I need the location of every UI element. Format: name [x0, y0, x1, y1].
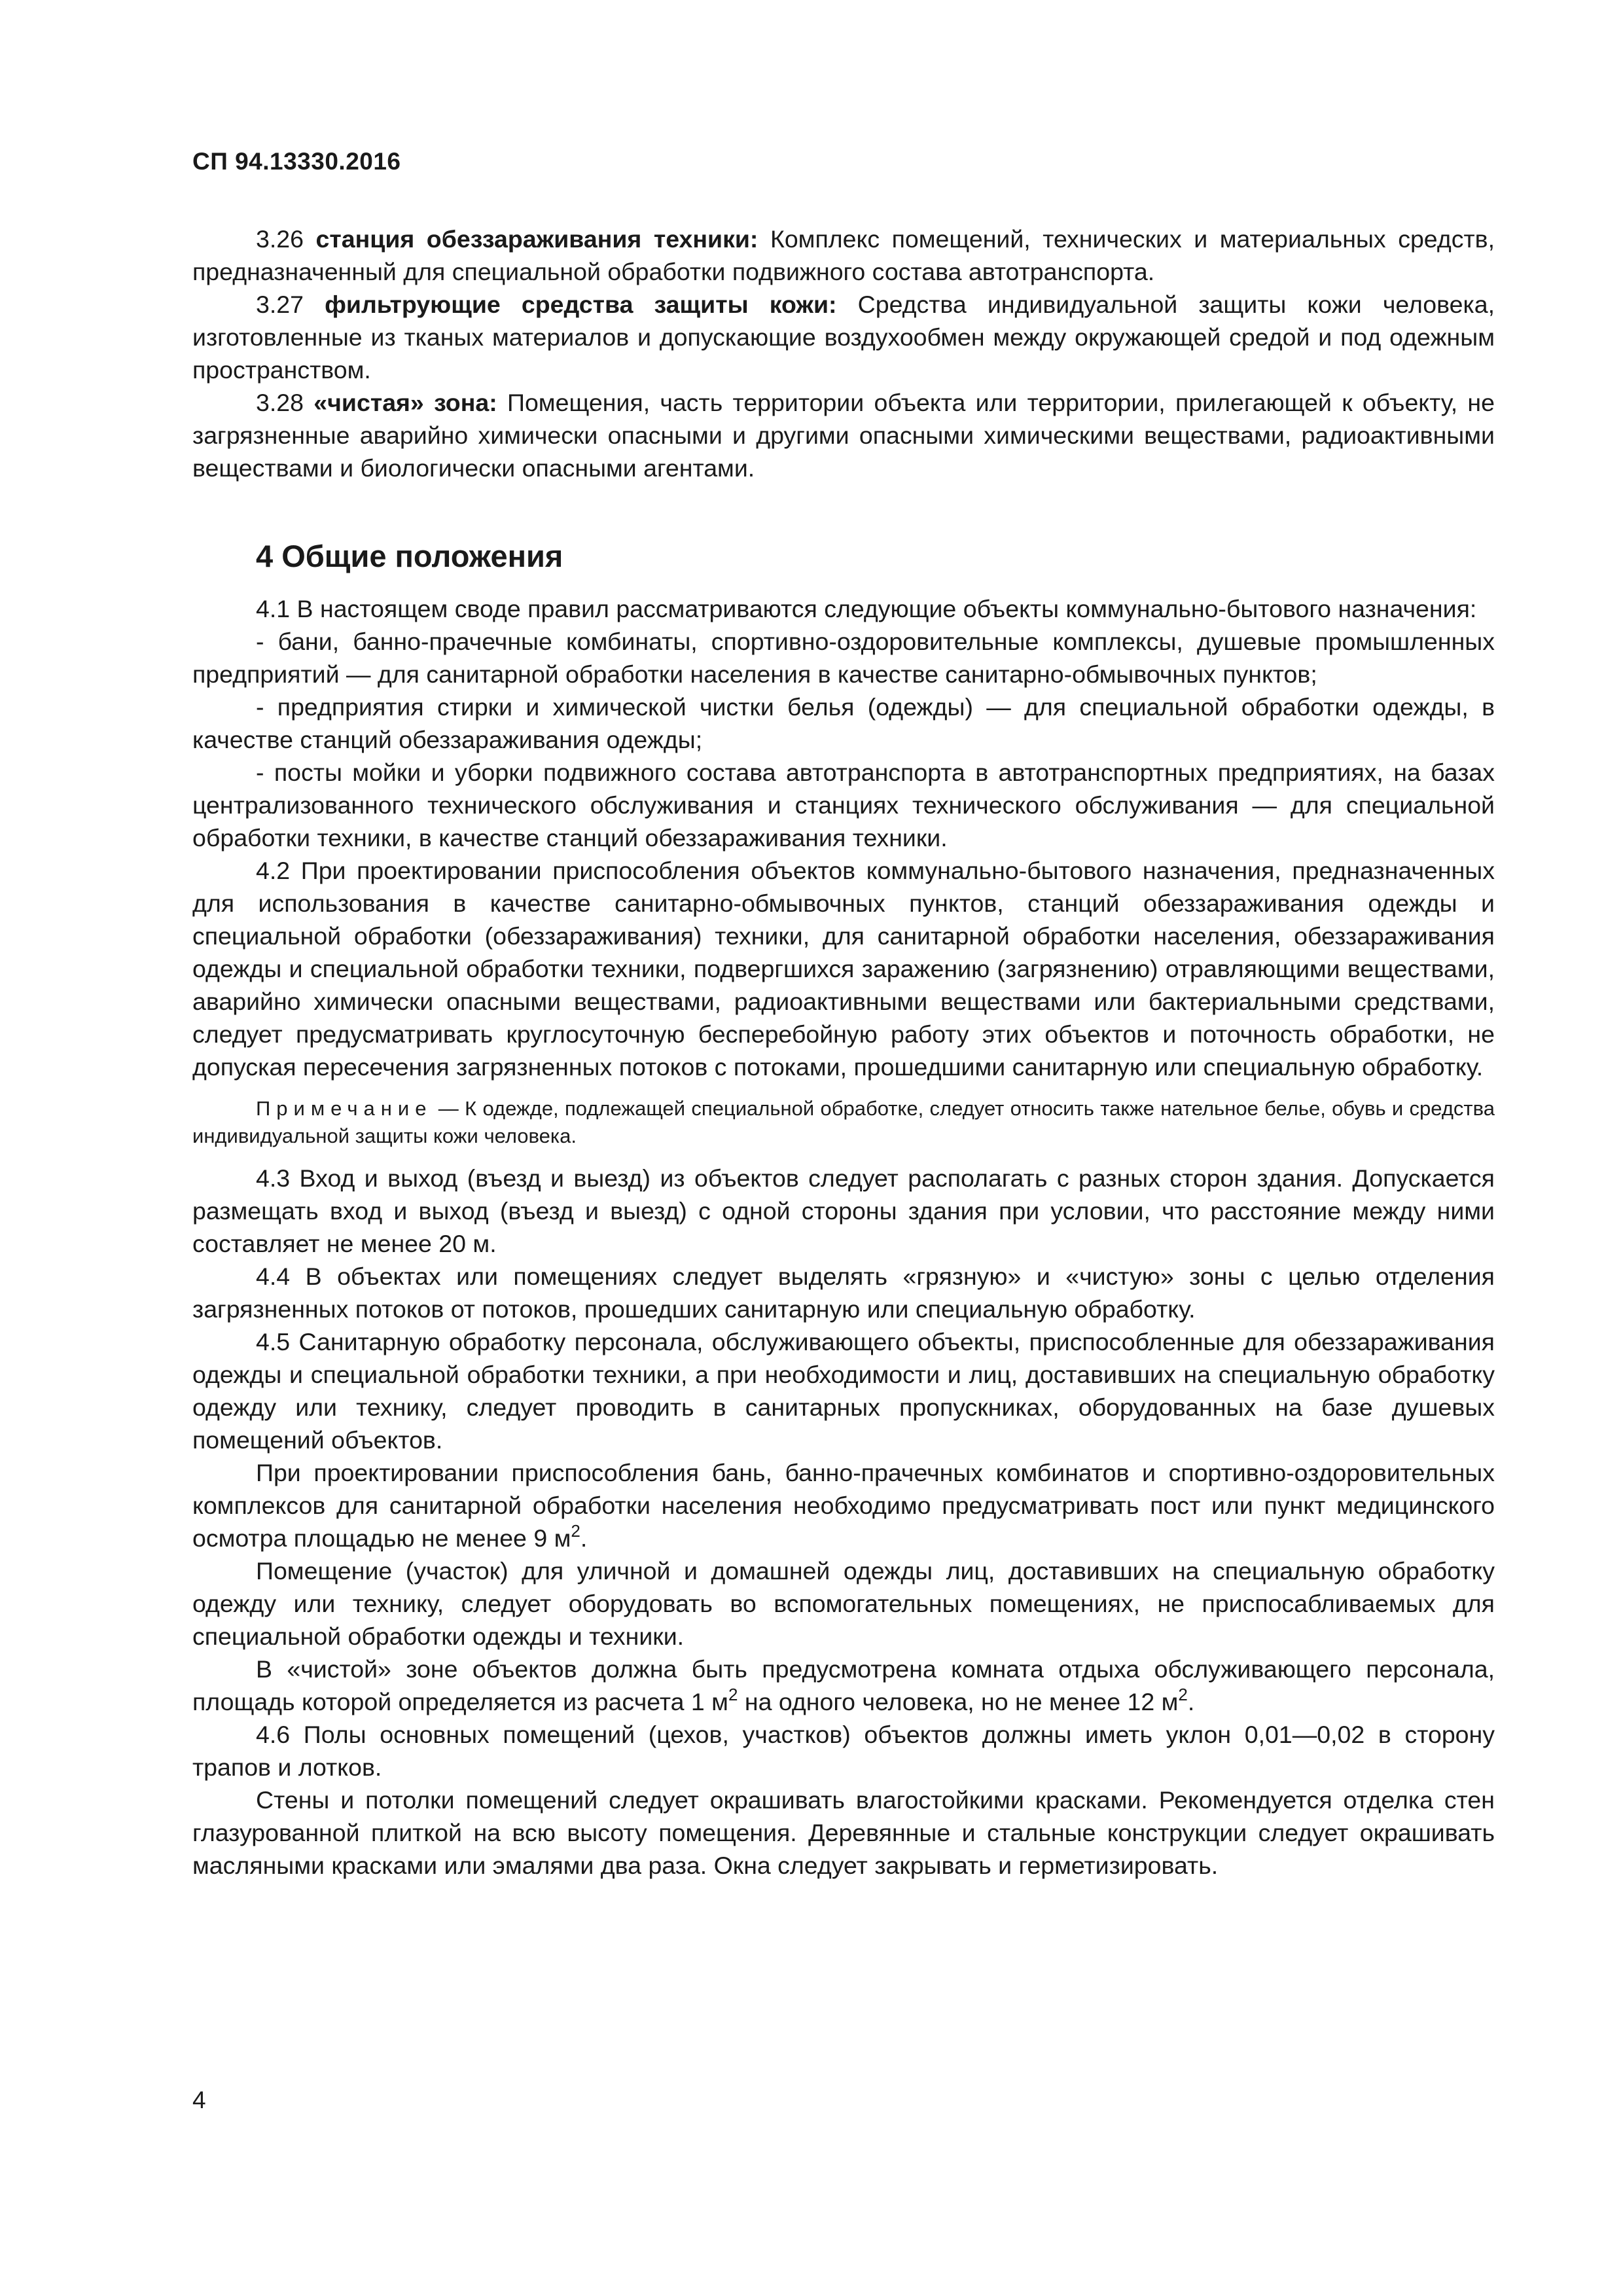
- term-name: станция обеззараживания техники:: [315, 225, 758, 253]
- term-3-26: [192, 223, 1495, 288]
- rest-room-paragraph: В «чистой» зоне объектов должна быть предусмотрена комната отдыха обслуживающего персонала, площадь которой определяется из расчета 1 $м^2$ на одного человека, но не менее 12 $м^2$.: [192, 1655, 1495, 1715]
- list-item: - посты мойки и уборки подвижного состава автотранспорта в автотранспортных предприятиях, на базах централизованного технического обслуживания и станциях технического обслуживания — для специальной обработки техники, в качестве станций обеззараживания техники.: [192, 759, 1495, 852]
- term-definition: Помещения, часть территории объекта или территории, прилегающей к объекту, не загрязненные аварийно химически опасными и другими опасными химическими веществами, радиоактивными веществами и биологически опасными агентами.: [192, 389, 1495, 482]
- term-name: фильтрующие средства защиты кожи:: [325, 291, 837, 318]
- clothing-room-paragraph: Помещение (участок) для уличной и домашней одежды лиц, доставивших на специальную обработку одежду или технику, следует оборудовать во вспомогательных помещениях, не приспосабливаемых для специальной обработки одежды и техники.: [192, 1557, 1495, 1650]
- document-code: СП 94.13330.2016: [192, 148, 401, 175]
- clause-4-1: 4.1 В настоящем своде правил рассматриваются следующие объекты коммунально-бытового назначения:: [256, 595, 1477, 622]
- term-definition: Средства индивидуальной защиты кожи человека, изготовленные из тканых материалов и допускающие воздухообмен между окружающей средой и под одежным пространством.: [192, 291, 1495, 384]
- clause-4-3: 4.3 Вход и выход (въезд и выезд) из объектов следует располагать с разных сторон здания. Допускается размещать вход и выход (въезд и выезд) с одной стороны здания при условии, что расстояние между ними составляет не менее 20 м.: [192, 1164, 1495, 1257]
- clause-4-4: 4.4 В объектах или помещениях следует выделять «грязную» и «чистую» зоны с целью отделения загрязненных потоков от потоков, прошедших санитарную или специальную обработку.: [192, 1263, 1495, 1323]
- term-number: 3.26: [256, 225, 304, 253]
- term-name: «чистая» зона:: [313, 389, 497, 416]
- clause-4-2: 4.2 При проектировании приспособления объектов коммунально-бытового назначения, предназначенных для использования в качестве санитарно-обмывочных пунктов, станций обеззараживания одежды и специальной обработки (обеззараживания) техники, для санитарной обработки населения, обеззараживания одежды и специальной обработки техники, подвергшихся заражению (загрязнению) отравляющими веществами, аварийно химически опасными веществами, радиоактивными веществами или бактериальными средствами, следует предусматривать круглосуточную бесперебойную работу этих объектов и поточность обработки, не допуская пересечения загрязненных потоков с потоками, прошедшими санитарную или специальную обработку.: [192, 857, 1495, 1081]
- medical-post-paragraph: При проектировании приспособления бань, банно-прачечных комбинатов и спортивно-оздоровительных комплексов для санитарной обработки населения необходимо предусматривать пост или пункт медицинского осмотра площадью не менее 9 $м^2$.: [192, 1459, 1495, 1552]
- note: [192, 1095, 1495, 1150]
- term-definition: Комплекс помещений, технических и материальных средств, предназначенный для специальной обработки подвижного состава автотранспорта.: [192, 225, 1495, 285]
- list-item: - бани, банно-прачечные комбинаты, спортивно-оздоровительные комплексы, душевые промышленных предприятий — для санитарной обработки населения в качестве санитарно-обмывочных пунктов;: [192, 628, 1495, 688]
- term-3-27: [192, 288, 1495, 386]
- term-number: 3.27: [256, 291, 304, 318]
- list-item: - предприятия стирки и химической чистки белья (одежды) — для специальной обработки одежды, в качестве станций обеззараживания одежды;: [192, 693, 1495, 753]
- section-4: [192, 537, 1495, 1882]
- walls-paragraph: Стены и потолки помещений следует окрашивать влагостойкими красками. Рекомендуется отделка стен глазурованной плиткой на всю высоту помещения. Деревянные и стальные конструкции следует окрашивать масляными красками или эмалями два раза. Окна следует закрывать и герметизировать.: [192, 1786, 1495, 1879]
- terms-block: [192, 223, 1495, 484]
- term-3-28: [192, 386, 1495, 484]
- note-label: Примечание: [256, 1097, 433, 1120]
- note-text: — К одежде, подлежащей специальной обработке, следует относить также нательное белье, обувь и средства индивидуальной защиты кожи человека.: [192, 1097, 1495, 1147]
- clause-4-6: 4.6 Полы основных помещений (цехов, участков) объектов должны иметь уклон 0,01—0,02 в сторону трапов и лотков.: [192, 1721, 1495, 1781]
- section-title: 4 Общие положения: [256, 539, 563, 573]
- page-number: 4: [192, 2087, 206, 2113]
- clause-4-5: 4.5 Санитарную обработку персонала, обслуживающего объекты, приспособленные для обеззараживания одежды и специальной обработки техники, а при необходимости и лиц, доставивших на специальную обработку одежду или технику, следует проводить в санитарных пропускниках, оборудованных на базе душевых помещений объектов.: [192, 1328, 1495, 1454]
- term-number: 3.28: [256, 389, 304, 416]
